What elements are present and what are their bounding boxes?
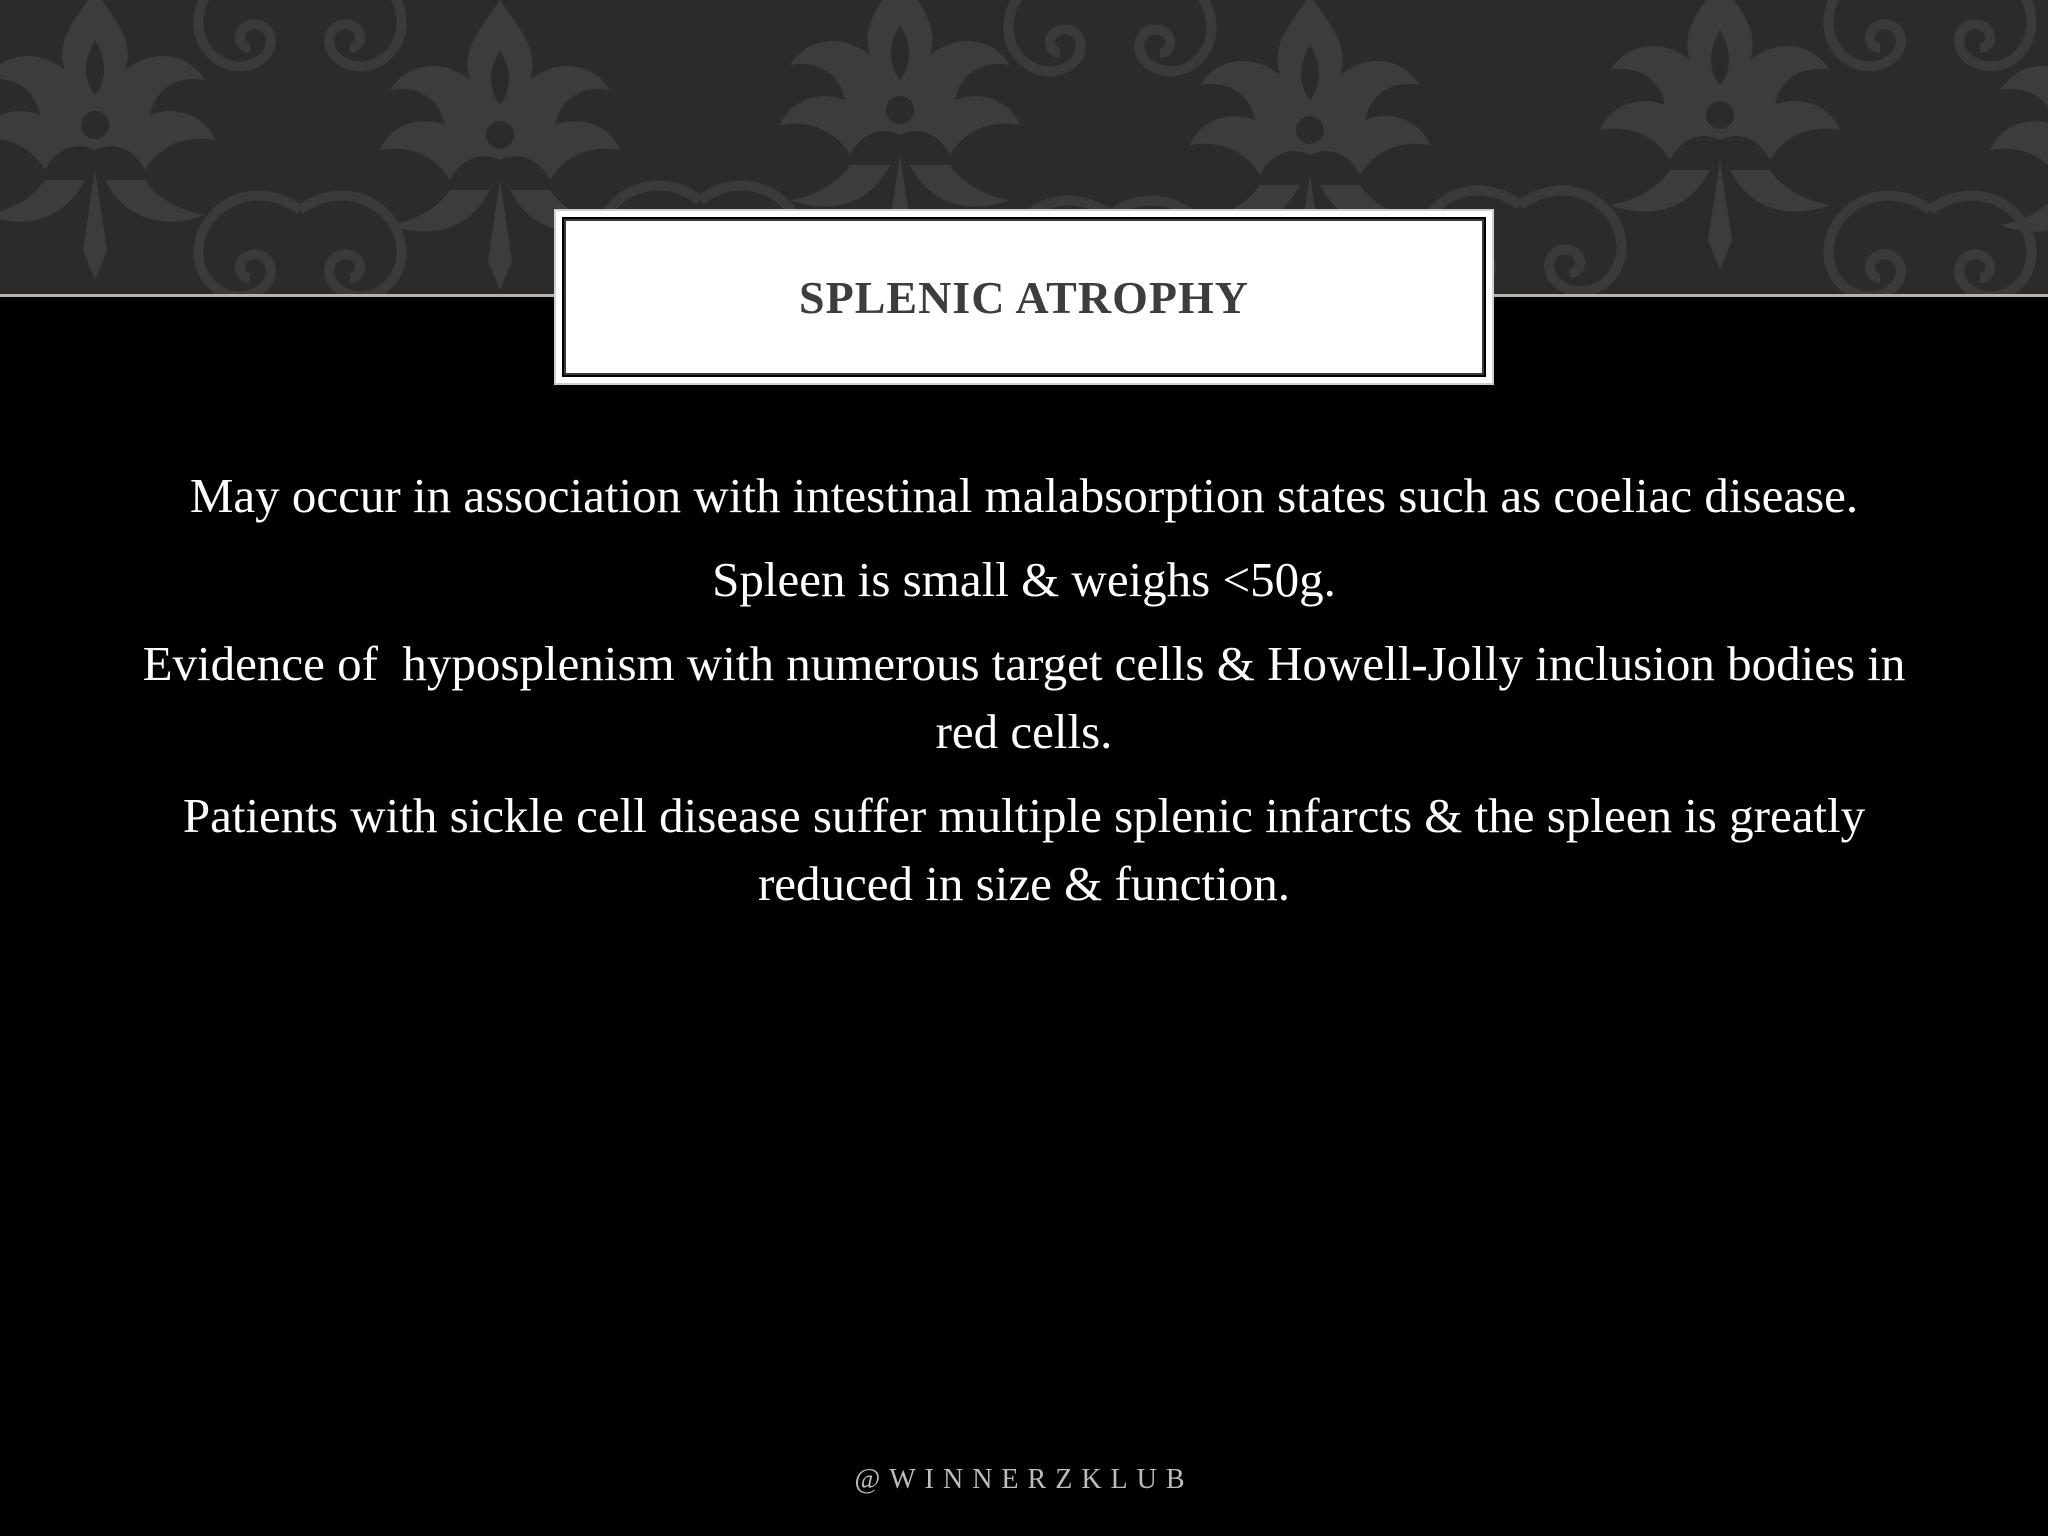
body-paragraph: Spleen is small & weighs <50g. (712, 552, 1336, 607)
slide-body (120, 462, 1928, 934)
body-paragraph: Patients with sickle cell disease suffer multiple splenic infarcts & the spleen is greatly reduced in size & function. (182, 788, 1866, 911)
slide-title: SPLENIC ATROPHY (799, 271, 1249, 323)
body-paragraph: May occur in association with intestinal malabsorption states such as coeliac disease. (189, 468, 1859, 523)
footer-handle: @WINNERZKLUB (854, 1464, 1194, 1495)
title-box (556, 211, 1492, 383)
body-paragraph: Evidence of hyposplenism with numerous target cells & Howell-Jolly inclusion bodies in red cells. (142, 636, 1918, 759)
